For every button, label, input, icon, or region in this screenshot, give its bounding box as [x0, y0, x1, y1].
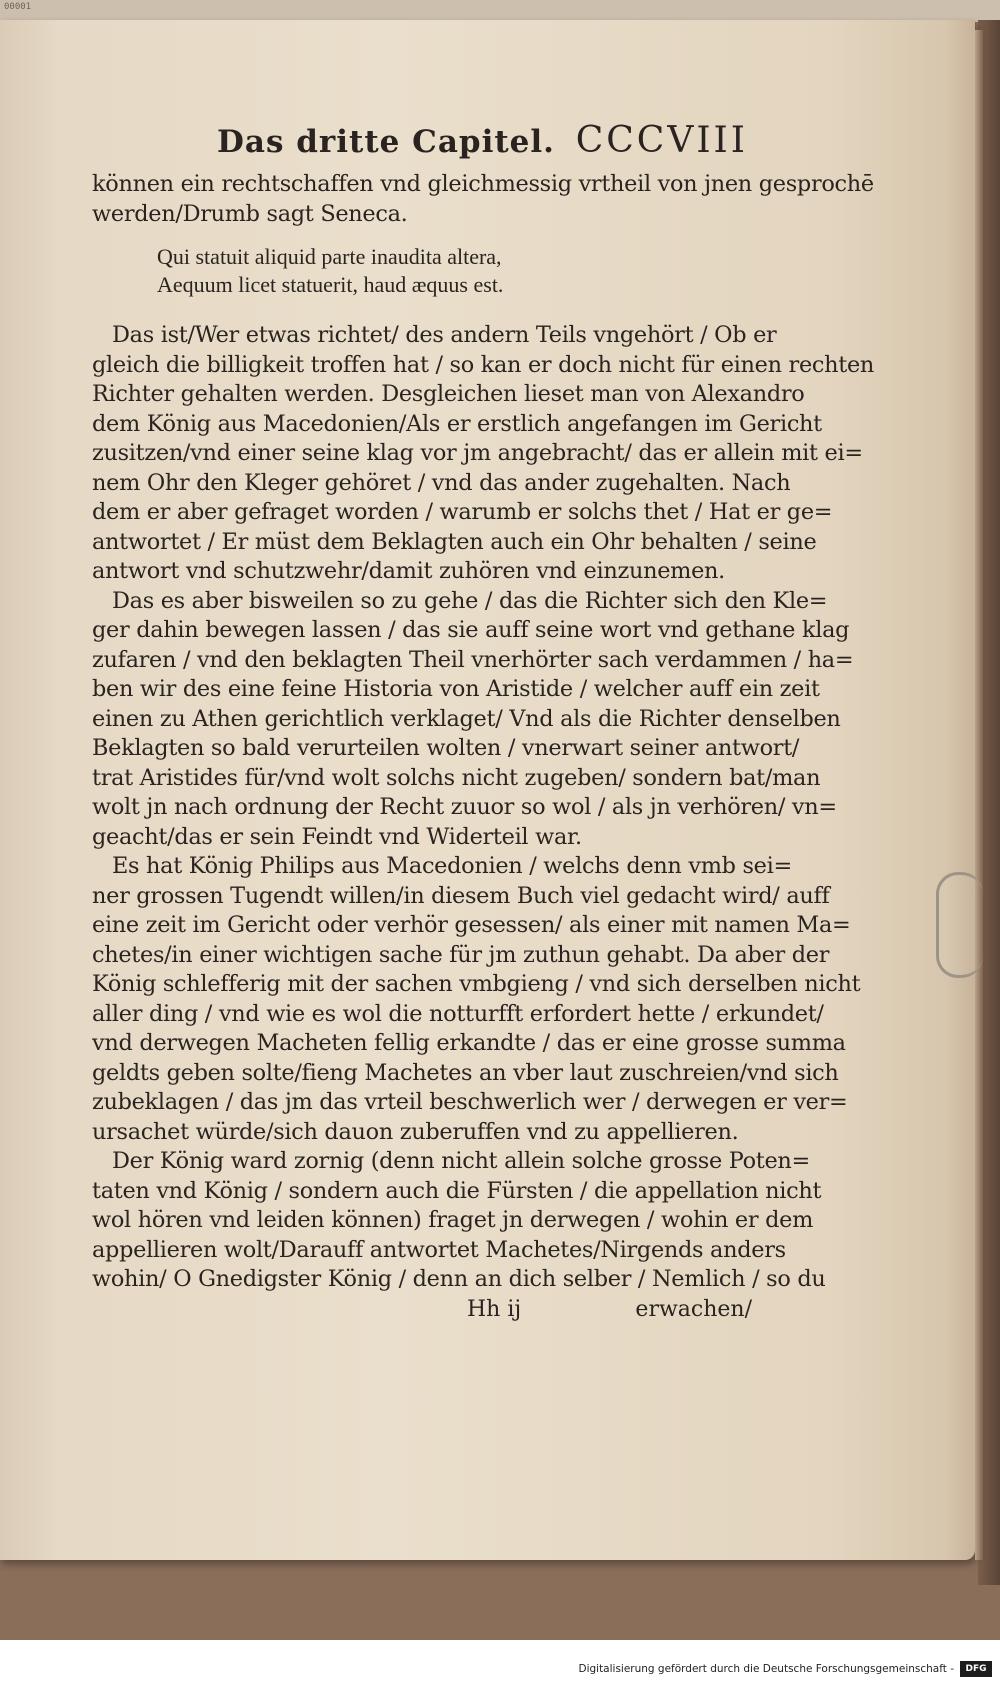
- text-line: zufaren / vnd den beklagten Theil vnerhörter sach verdammen / ha=: [92, 646, 854, 673]
- catchword: erwachen/: [635, 1296, 752, 1322]
- dfg-logo: DFG: [960, 1661, 992, 1677]
- text-line: geacht/das er sein Feindt vnd Widerteil war.: [92, 823, 582, 850]
- latin-verse: [92, 243, 752, 299]
- text-line: zusitzen/vnd einer seine klag vor jm angebracht/ das er allein mit ei=: [92, 440, 863, 466]
- text-line: eine zeit im Gericht oder verhör gesessen/ als einer mit namen Ma=: [92, 912, 851, 938]
- verse-line: Aequum licet statuerit, haud æquus est.: [157, 272, 504, 297]
- paragraph-4: [92, 1147, 826, 1295]
- text-line: ner grossen Tugendt willen/in diesem Buch viel gedacht wird/ auff: [92, 882, 830, 909]
- text-line: werden/Drumb sagt Seneca.: [92, 200, 408, 227]
- running-title: Das dritte Capitel.: [217, 124, 555, 160]
- text-line: chetes/in einer wichtigen sache für jm zuthun gehabt. Da aber der: [92, 941, 830, 968]
- text-line: geldts geben solte/fieng Machetes an vber laut zuschreien/vnd sich: [92, 1059, 839, 1086]
- text-line: ursachet würde/sich dauon zuberuffen vnd zu appellieren.: [92, 1118, 739, 1145]
- text-line: Das ist/Wer etwas richtet/ des andern Teils vngehört / Ob er: [112, 322, 777, 348]
- text-line: einen zu Athen gerichtlich verklaget/ Vnd als die Richter denselben: [92, 705, 841, 732]
- verse-line: Qui statuit aliquid parte inaudita altera,: [157, 244, 502, 269]
- text-line: dem König aus Macedonien/Als er erstlich angefangen im Gericht: [92, 410, 822, 437]
- scan-top-label: 00001: [4, 2, 32, 12]
- text-line: wohin/ O Gnedigster König / denn an dich selber / Nemlich / so du: [92, 1266, 826, 1292]
- paragraph-1: [92, 321, 875, 587]
- text-line: wolt jn nach ordnung der Recht zuuor so wol / als jn verhören/ vn=: [92, 794, 837, 820]
- paragraph-3: [92, 852, 861, 1147]
- text-line: zubeklagen / das jm das vrteil beschwerlich wer / derwegen er ver=: [92, 1089, 848, 1115]
- text-line: nem Ohr den Kleger gehöret / vnd das ander zugehalten. Nach: [92, 469, 791, 496]
- page-stack-edge: [975, 30, 983, 1560]
- opening-lines: [92, 170, 874, 229]
- text-line: trat Aristides für/vnd wolt solchs nicht zugeben/ sondern bat/man: [92, 764, 821, 791]
- text-line: Der König ward zornig (denn nicht allein solche grosse Poten=: [112, 1148, 810, 1174]
- page-clip: [936, 872, 983, 978]
- text-line: Das es aber bisweilen so zu gehe / das die Richter sich den Kle=: [112, 587, 828, 614]
- text-line: taten vnd König / sondern auch die Fürsten / die appellation nicht: [92, 1177, 822, 1204]
- text-line: Richter gehalten werden. Desgleichen lieset man von Alexandro: [92, 381, 805, 407]
- text-line: wol hören vnd leiden können) fraget jn derwegen / wohin er dem: [92, 1207, 814, 1233]
- page-footer: [92, 1295, 752, 1324]
- running-header: [92, 120, 752, 170]
- text-line: dem er aber gefraget worden / warumb er solchs thet / Hat er ge=: [92, 499, 833, 525]
- text-line: antwortet / Er müst dem Beklagten auch ein Ohr behalten / seine: [92, 528, 817, 555]
- scan-top-strip: [0, 0, 1000, 22]
- text-line: vnd derwegen Macheten fellig erkandte / das er eine grosse summa: [92, 1030, 846, 1056]
- page-text-block: [92, 120, 875, 1324]
- credit-text: Digitalisierung gefördert durch die Deutsche Forschungsgemeinschaft -: [578, 1663, 954, 1675]
- text-line: gleich die billigkeit troffen hat / so kan er doch nicht für einen rechten: [92, 351, 875, 378]
- paragraph-2: [92, 587, 854, 853]
- text-line: antwort vnd schutzwehr/damit zuhören vnd einzunemen.: [92, 558, 725, 584]
- text-line: können ein rechtschaffen vnd gleichmessig vrtheil von jnen gesprochē: [92, 171, 874, 197]
- text-line: aller ding / vnd wie es wol die notturfft erfordert hette / erkundet/: [92, 1000, 824, 1027]
- text-line: Es hat König Philips aus Macedonien / welchs denn vmb sei=: [112, 853, 792, 879]
- text-line: ben wir des eine feine Historia von Aristide / welcher auff ein zeit: [92, 676, 820, 702]
- folio-number: CCCVIII: [575, 120, 748, 161]
- text-line: ger dahin bewegen lassen / das sie auff seine wort vnd gethane klag: [92, 617, 850, 643]
- text-line: appellieren wolt/Darauff antwortet Machetes/Nirgends anders: [92, 1236, 786, 1263]
- signature-mark: Hh ij: [467, 1296, 522, 1322]
- text-line: Beklagten so bald verurteilen wolten / vnerwart seiner antwort/: [92, 735, 800, 761]
- text-line: König schlefferig mit der sachen vmbgieng / vnd sich derselben nicht: [92, 971, 861, 997]
